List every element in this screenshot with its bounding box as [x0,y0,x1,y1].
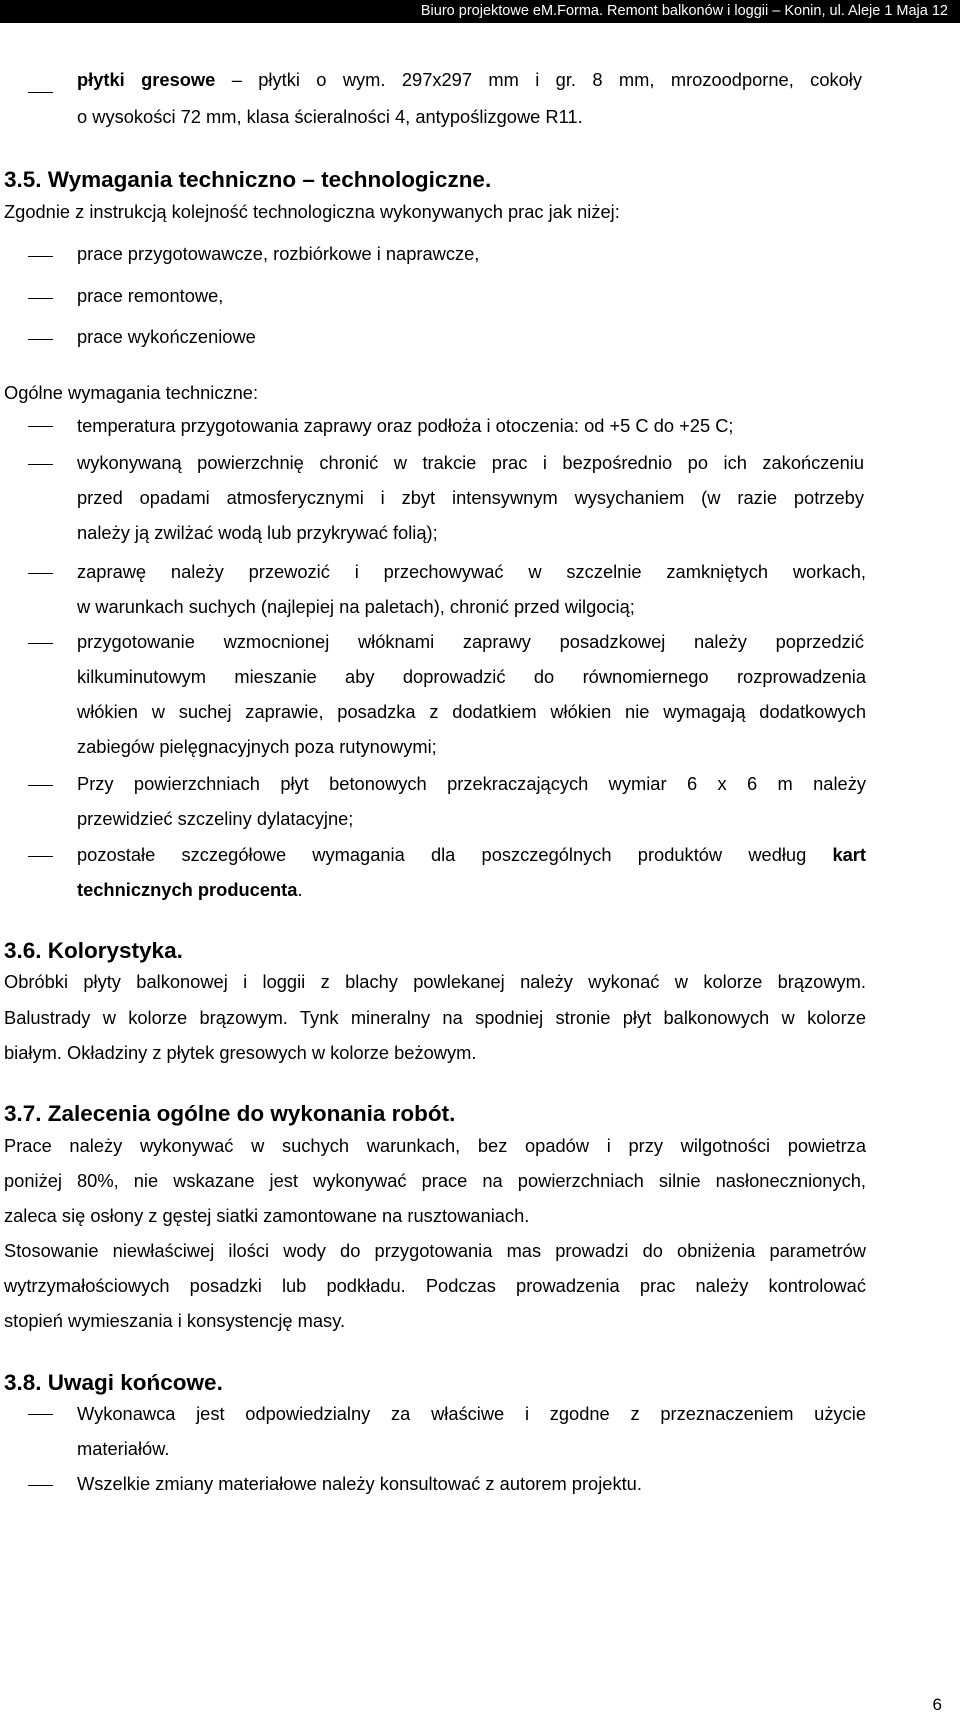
list-dash [28,339,53,340]
list-dash [28,1414,53,1415]
list-dash [28,256,53,257]
list-item-line: Wykonawca jest odpowiedzialny za właściwe i zgodne z przeznaczeniem użycie [77,1403,866,1424]
paragraph-line: wytrzymałościowych posadzki lub podkładu. Podczas prowadzenia prac należy kontrolować [4,1275,866,1296]
list-dash [28,92,53,93]
list-item: prace remontowe, [77,285,224,306]
kart-bold: kart [832,844,866,865]
producer-bold: technicznych producenta [77,879,298,900]
gres-desc: – płytki o wym. 297x297 mm i gr. 8 mm, mrozoodporne, cokoły [215,69,863,90]
list-dash [28,573,53,574]
list-item-line: przed opadami atmosferycznymi i zbyt intensywnym wysychaniem (w razie potrzeby [77,487,864,508]
section-heading: 3.7. Zalecenia ogólne do wykonania robót. [4,1101,456,1126]
list-dash [28,298,53,299]
list-item-line: przewidzieć szczeliny dylatacyjne; [77,808,354,829]
list-dash [28,643,53,644]
kart-text: pozostałe szczegółowe wymagania dla poszczególnych produktów według [77,844,833,865]
list-dash [28,464,53,465]
list-item-kart [77,843,866,867]
list-item: Wszelkie zmiany materiałowe należy konsultować z autorem projektu. [77,1473,642,1494]
paragraph-line: Prace należy wykonywać w suchych warunkach, bez opadów i przy wilgotności powietrza [4,1135,866,1156]
list-dash [28,1485,53,1486]
list-dash [28,426,53,427]
paragraph-line: poniżej 80%, nie wskazane jest wykonywać prace na powierzchniach silnie nasłonecznionych, [4,1170,866,1191]
list-item-line: włókien w suchej zaprawie, posadzka z dodatkiem włókien nie wymagają dodatkowych [77,701,866,722]
list-item-line: materiałów. [77,1438,170,1459]
paragraph-line: Obróbki płyty balkonowej i loggii z blachy powlekanej należy wykonać w kolorze brązowym. [4,971,866,992]
list-item: prace przygotowawcze, rozbiórkowe i naprawcze, [77,243,480,264]
list-dash [28,856,53,857]
list-item-line: w warunkach suchych (najlepiej na paletach), chronić przed wilgocią; [77,596,635,617]
section-heading: 3.8. Uwagi końcowe. [4,1370,223,1395]
section-heading: 3.6. Kolorystyka. [4,938,183,963]
list-item-line: kilkuminutowym mieszanie aby doprowadzić do równomiernego rozprowadzenia [77,666,866,687]
paragraph-line: zaleca się osłony z gęstej siatki zamontowane na rusztowaniach. [4,1205,530,1226]
list-item: temperatura przygotowania zaprawy oraz podłoża i otoczenia: od +5 C do +25 C; [77,415,734,436]
paragraph-line: stopień wymieszania i konsystencję masy. [4,1310,346,1331]
header-text: Biuro projektowe eM.Forma. Remont balkonów i loggii – Konin, ul. Aleje 1 Maja 12 [420,3,948,19]
list-item-line: należy ją zwilżać wodą lub przykrywać folią); [77,522,438,543]
paragraph-label: Ogólne wymagania techniczne: [4,382,259,403]
paragraph-line: Balustrady w kolorze brązowym. Tynk mineralny na spodniej stronie płyt balkonowych w kolorze [4,1007,866,1028]
list-item-line: Przy powierzchniach płyt betonowych przekraczających wymiar 6 x 6 m należy [77,773,866,794]
paragraph-line: Stosowanie niewłaściwej ilości wody do przygotowania mas prowadzi do obniżenia parametrów [4,1240,866,1261]
paragraph-line: białym. Okładziny z płytek gresowych w kolorze beżowym. [4,1042,477,1063]
list-item-line: przygotowanie wzmocnionej włóknami zaprawy posadzkowej należy poprzedzić [77,631,864,652]
list-dash [28,785,53,786]
producer-rest: . [297,879,303,900]
list-item-line: zaprawę należy przewozić i przechowywać w szczelnie zamkniętych workach, [77,561,866,582]
list-item-gres [77,68,862,92]
list-item: prace wykończeniowe [77,326,256,347]
paragraph: Zgodnie z instrukcją kolejność technologiczna wykonywanych prac jak niżej: [4,201,620,222]
list-item-line: o wysokości 72 mm, klasa ścieralności 4, antypoślizgowe R11. [77,106,583,127]
list-item-line: wykonywaną powierzchnię chronić w trakcie prac i bezpośrednio po ich zakończeniu [77,452,864,473]
list-item-line [77,878,303,902]
section-heading: 3.5. Wymagania techniczno – technologiczne. [4,167,492,192]
page-number: 6 [932,1695,942,1714]
gres-term: płytki gresowe [77,69,216,90]
list-item-line: zabiegów pielęgnacyjnych poza rutynowymi; [77,736,437,757]
